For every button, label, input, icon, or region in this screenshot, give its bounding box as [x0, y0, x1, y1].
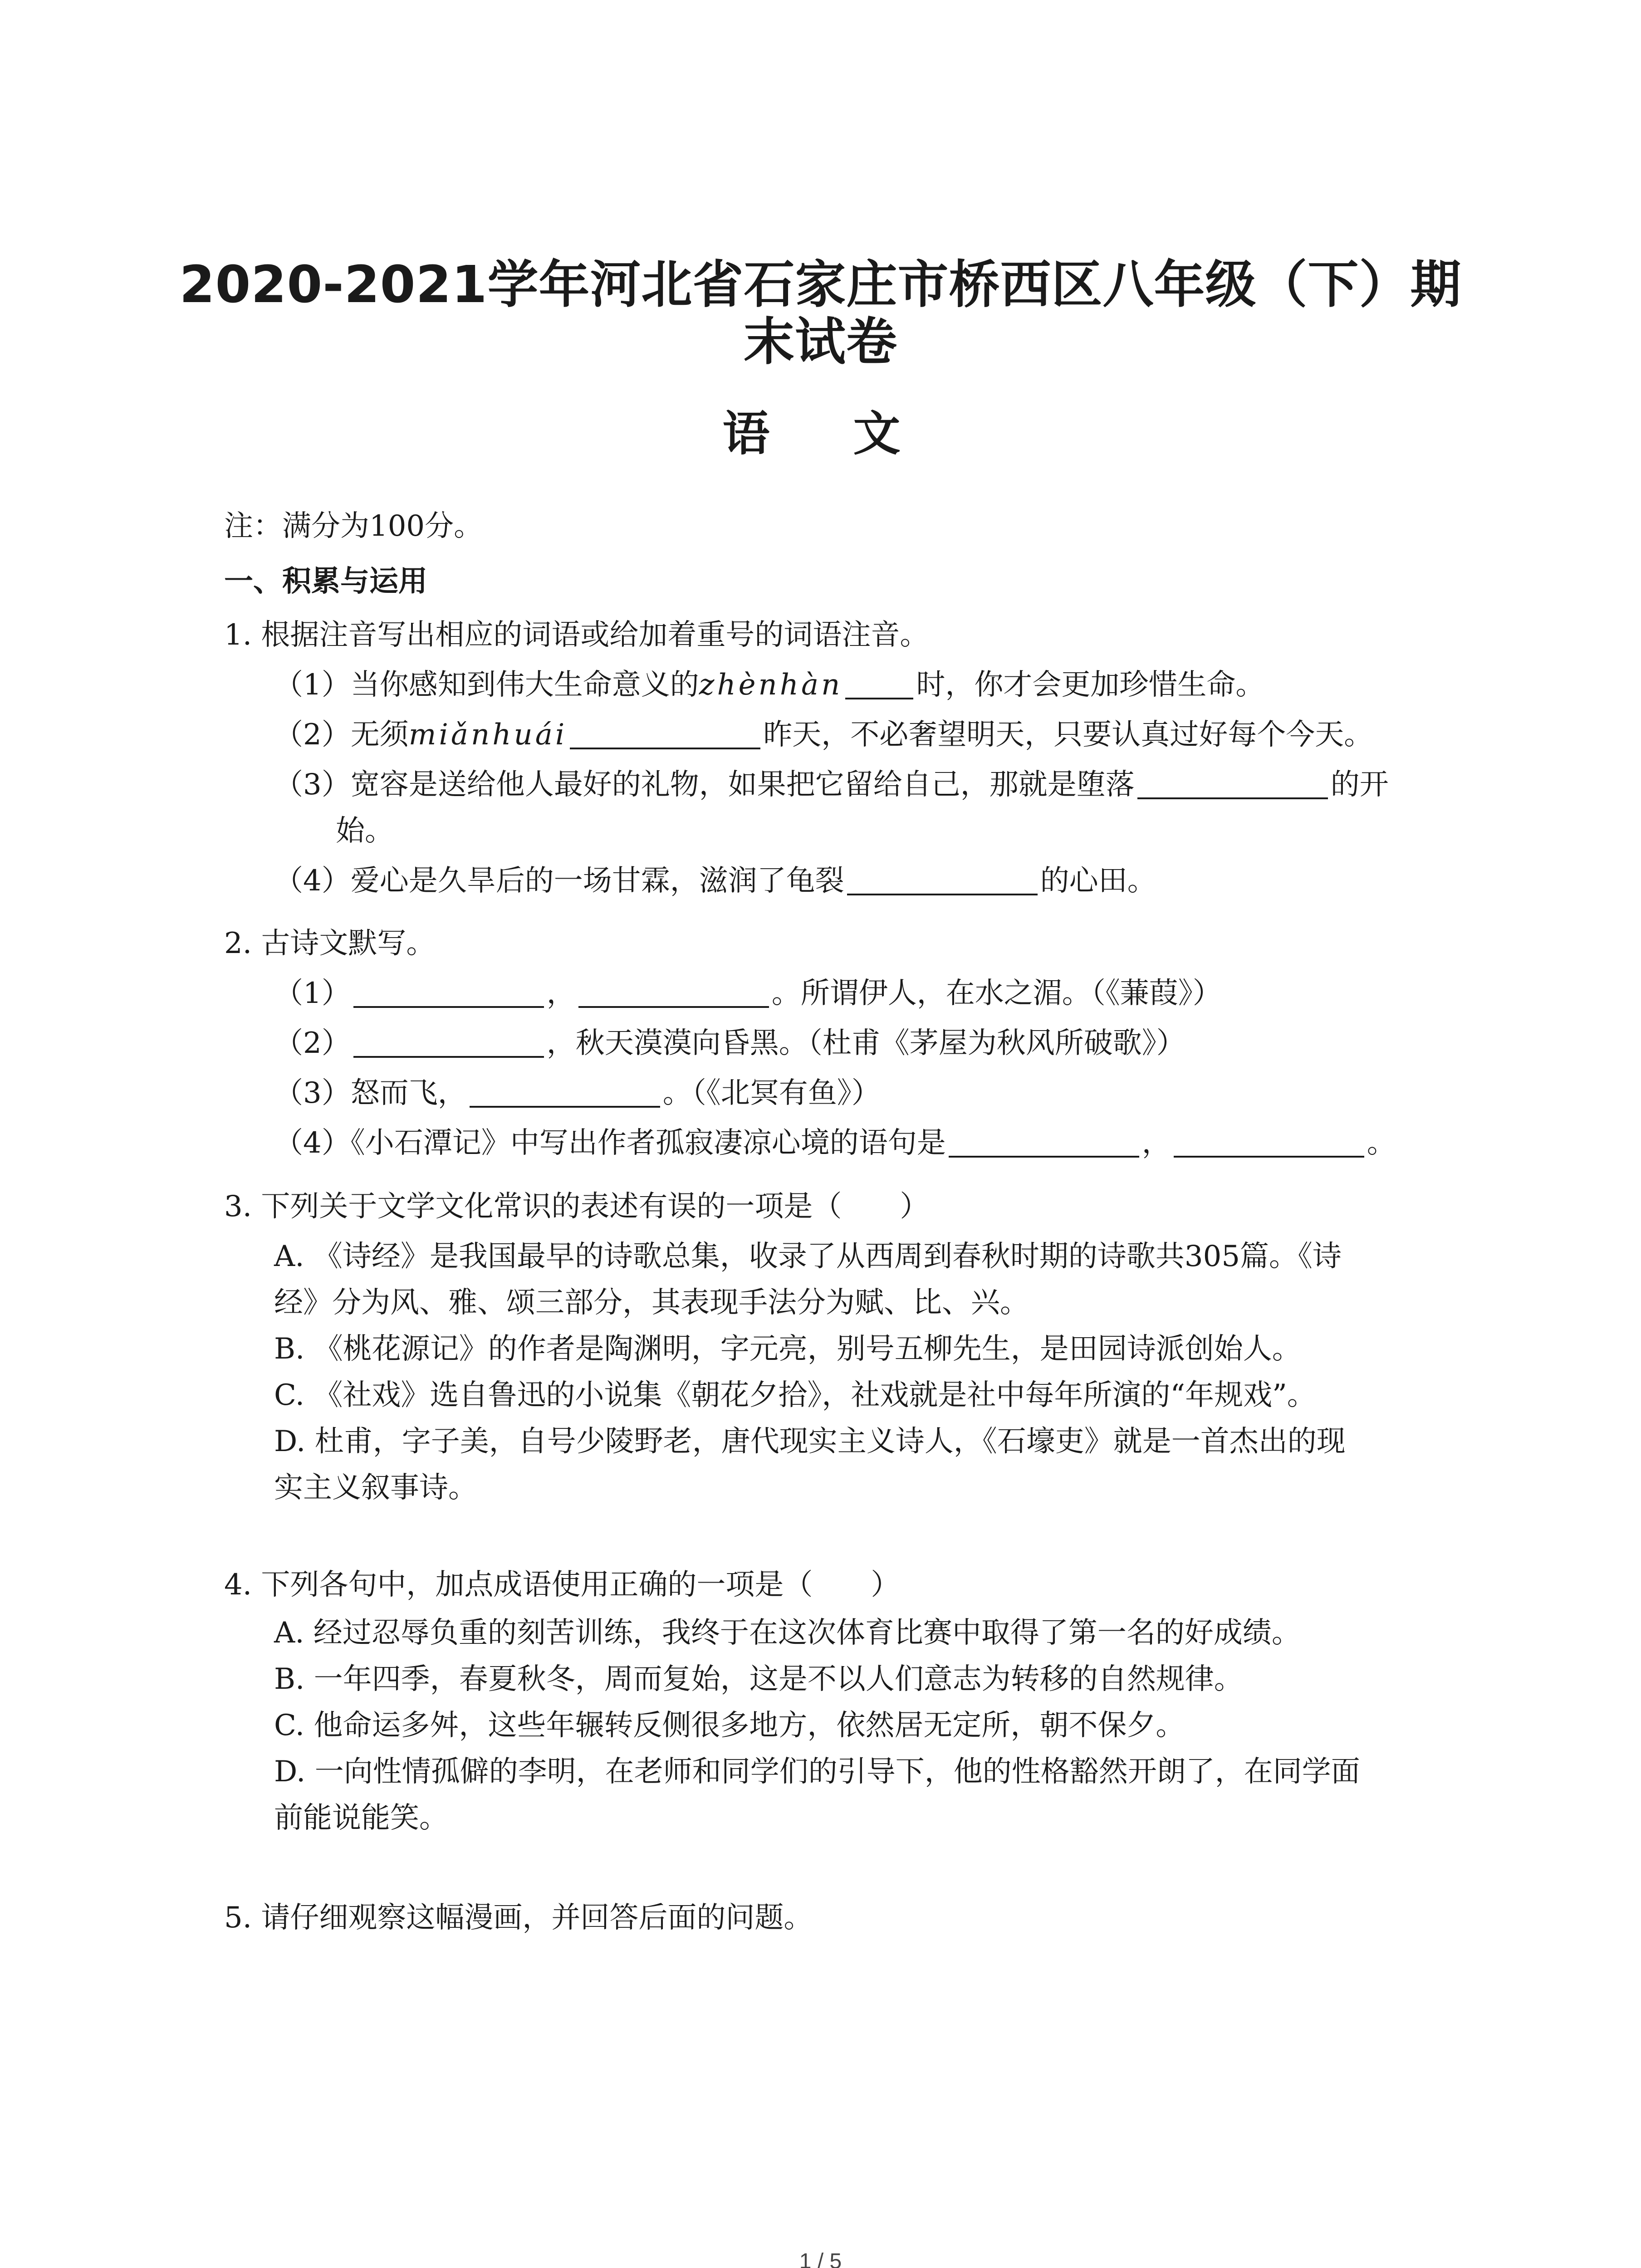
q2-item-2-text-b: ，秋天漠漠向昏黑。（杜甫《茅屋为秋风所破歌》） [546, 1026, 1185, 1060]
q2-item-4-text-a: （4）《小石潭记》中写出作者孤寂凄凉心境的语句是 [274, 1126, 946, 1160]
score-note: 注：满分为100分。 [224, 509, 483, 543]
q2-item-1 [274, 979, 1222, 1008]
q2-item-2-text-a: （2） [274, 1026, 351, 1060]
q1-item-2 [274, 718, 1373, 752]
q1-item-3 [274, 768, 1389, 802]
q3-option-a: A. 《诗经》是我国最早的诗歌总集，收录了从西周到春秋时期的诗歌共305篇。《诗 [274, 1240, 1342, 1273]
q1-item-2-blank[interactable] [570, 722, 760, 749]
q2-item-1-blank-2[interactable] [578, 981, 769, 1008]
q1-item-3-continued: 始。 [336, 814, 394, 848]
q1-item-4-blank[interactable] [847, 868, 1038, 895]
q1-item-2-text-a: （2）无须 [274, 718, 409, 752]
question-2-stem: 2. 古诗文默写。 [224, 927, 436, 960]
q1-item-4 [274, 864, 1156, 898]
q2-item-3-blank[interactable] [470, 1080, 660, 1108]
q2-item-4 [274, 1126, 1396, 1160]
q2-item-1-text-b: 。所谓伊人，在水之湄。（《蒹葭》） [771, 977, 1222, 1010]
q2-item-4-comma: ， [1141, 1126, 1171, 1160]
q1-item-4-text-a: （4）爱心是久旱后的一场甘霖，滋润了龟裂 [274, 864, 844, 898]
q3-option-b: B. 《桃花源记》的作者是陶渊明，字元亮，别号五柳先生，是田园诗派创始人。 [274, 1332, 1301, 1366]
q2-item-1-comma: ， [546, 977, 576, 1010]
q2-item-1-text-a: （1） [274, 977, 351, 1010]
q1-item-1 [274, 668, 1265, 702]
q1-item-2-text-b: 昨天，不必奢望明天，只要认真过好每个今天。 [763, 718, 1373, 752]
subject-title: 语 文 [722, 406, 919, 461]
q1-item-1-pinyin: zhènhàn [699, 668, 843, 702]
q1-item-2-pinyin: miǎnhuái [408, 718, 568, 752]
q1-item-3-text-a: （3）宽容是送给他人最好的礼物，如果把它留给自己，那就是堕落 [274, 768, 1135, 802]
q2-item-3 [274, 1076, 881, 1110]
section-heading: 一、积累与运用 [224, 565, 427, 598]
q1-item-4-text-b: 的心田。 [1040, 864, 1156, 898]
page-title-line-2: 末试卷 [744, 313, 897, 371]
q2-item-2 [274, 1026, 1185, 1060]
q4-option-c: C. 他命运多舛，这些年辗转反侧很多地方，依然居无定所，朝不保夕。 [274, 1709, 1185, 1742]
q2-item-3-text-b: 。（《北冥有鱼》） [662, 1076, 881, 1110]
q2-item-4-blank-1[interactable] [949, 1130, 1139, 1158]
q3-option-d: D. 杜甫，字子美，自号少陵野老，唐代现实主义诗人，《石壕吏》就是一首杰出的现 [274, 1425, 1346, 1458]
question-5-stem: 5. 请仔细观察这幅漫画，并回答后面的问题。 [224, 1901, 813, 1935]
q1-item-3-text-b: 的开 [1330, 768, 1389, 802]
q2-item-1-blank-1[interactable] [353, 981, 544, 1008]
q3-option-c: C. 《社戏》选自鲁迅的小说集《朝花夕拾》，社戏就是社中每年所演的“年规戏”。 [274, 1378, 1316, 1412]
page-number: 1 / 5 [799, 2249, 842, 2268]
question-4-stem: 4. 下列各句中，加点成语使用正确的一项是（ ） [224, 1568, 900, 1602]
q4-option-b: B. 一年四季，春夏秋冬，周而复始，这是不以人们意志为转移的自然规律。 [274, 1662, 1243, 1696]
question-3-stem: 3. 下列关于文学文化常识的表述有误的一项是（ ） [224, 1190, 929, 1223]
q2-item-4-text-b: 。 [1367, 1126, 1396, 1160]
q1-item-1-text-b: 时，你才会更加珍惜生命。 [916, 668, 1265, 702]
q4-option-d-continued: 前能说能笑。 [274, 1801, 448, 1835]
q1-item-1-text-a: （1）当你感知到伟大生命意义的 [274, 668, 699, 702]
q1-item-1-blank[interactable] [845, 672, 913, 699]
q2-item-3-text-a: （3）怒而飞， [274, 1076, 467, 1110]
page-title-line-1: 2020-2021学年河北省石家庄市桥西区八年级（下）期 [179, 255, 1462, 314]
q4-option-a: A. 经过忍辱负重的刻苦训练，我终于在这次体育比赛中取得了第一名的好成绩。 [274, 1616, 1301, 1650]
question-1-stem: 1. 根据注音写出相应的词语或给加着重号的词语注音。 [224, 618, 929, 652]
q1-item-3-blank[interactable] [1137, 772, 1328, 799]
q4-option-d: D. 一向性情孤僻的李明，在老师和同学们的引导下，他的性格豁然开朗了，在同学面 [274, 1755, 1360, 1789]
q2-item-4-blank-2[interactable] [1174, 1130, 1364, 1158]
q2-item-2-blank[interactable] [353, 1031, 544, 1058]
q3-option-a-continued: 经》分为风、雅、颂三部分，其表现手法分为赋、比、兴。 [274, 1286, 1029, 1320]
q3-option-d-continued: 实主义叙事诗。 [274, 1471, 477, 1505]
